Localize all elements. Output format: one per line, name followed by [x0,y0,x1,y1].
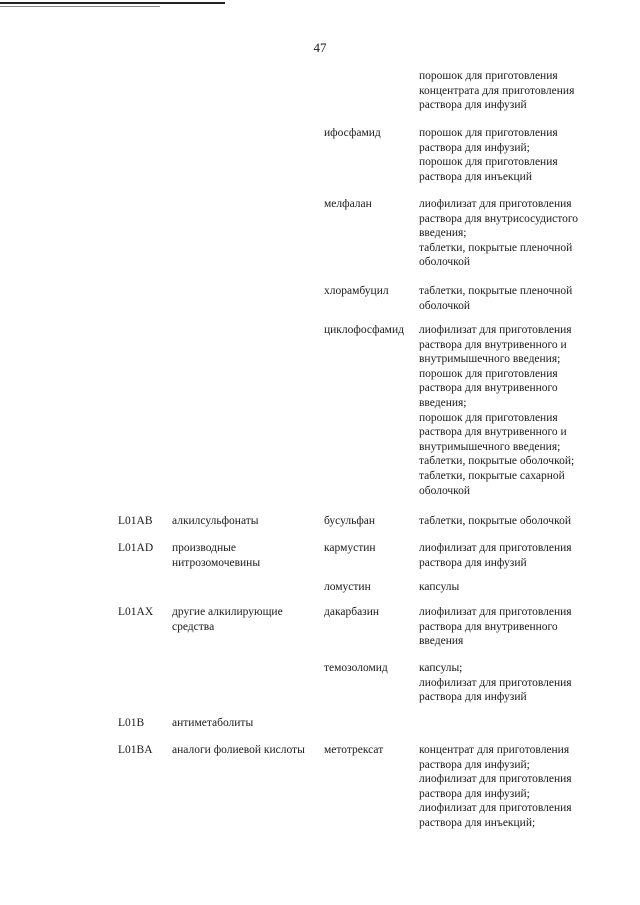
header-rule [0,2,225,4]
atc-group: аналоги фолиевой кислоты [172,744,305,756]
drug-name: циклофосфамид [324,324,404,336]
atc-group: производные нитрозомочевины [172,542,261,569]
atc-code: L01AD [118,542,154,554]
atc-group: алкилсульфонаты [172,515,259,527]
drug-name: метотрексат [324,744,384,756]
page-number: 47 [313,40,327,55]
atc-group: другие алкилирующие средства [172,606,283,633]
drug-name: бусульфан [324,515,376,527]
atc-code: L01BA [118,744,153,756]
dosage-form: лиофилизат для приготовления раствора для внутривенного введения [419,606,572,648]
drug-name: дакарбазин [324,606,380,618]
drug-name: ломустин [324,581,371,593]
dosage-form: таблетки, покрытые пленочной оболочкой [419,285,573,312]
dosage-form: лиофилизат для приготовления раствора для внутривенного и внутримышечного введения; порошок для приготовления раствора для внутривенного введения; порошок для приготовления раствора для внутривенного и внутримышечного введения; таблетки, покрытые оболочкой; таблетки, покрытые сахарной оболочкой [419,324,575,497]
drug-name: мелфалан [324,198,372,210]
drug-name: кармустин [324,542,376,554]
drug-name: хлорамбуцил [324,285,389,297]
atc-code: L01B [118,717,145,729]
atc-group: антиметаболиты [172,717,254,729]
dosage-form: порошок для приготовления концентрата для приготовления раствора для инфузий [419,70,575,112]
dosage-form: порошок для приготовления раствора для инфузий; порошок для приготовления раствора для инъекций [419,127,558,183]
dosage-form: капсулы; лиофилизат для приготовления раствора для инфузий [419,662,572,704]
drug-name: ифосфамид [324,127,381,139]
atc-code: L01AX [118,606,154,618]
atc-code: L01AB [118,515,153,527]
dosage-form: таблетки, покрытые оболочкой [419,515,571,527]
dosage-form: концентрат для приготовления раствора для инфузий; лиофилизат для приготовления раствора для инфузий; лиофилизат для приготовления раствора для инъекций; [419,744,572,829]
dosage-form: капсулы [419,581,460,593]
dosage-form: лиофилизат для приготовления раствора для внутрисосудистого введения; таблетки, покрытые пленочной оболочкой [419,198,579,269]
dosage-form: лиофилизат для приготовления раствора для инфузий [419,542,572,569]
drug-name: темозоломид [324,662,388,674]
header-rule-thin [0,6,160,7]
